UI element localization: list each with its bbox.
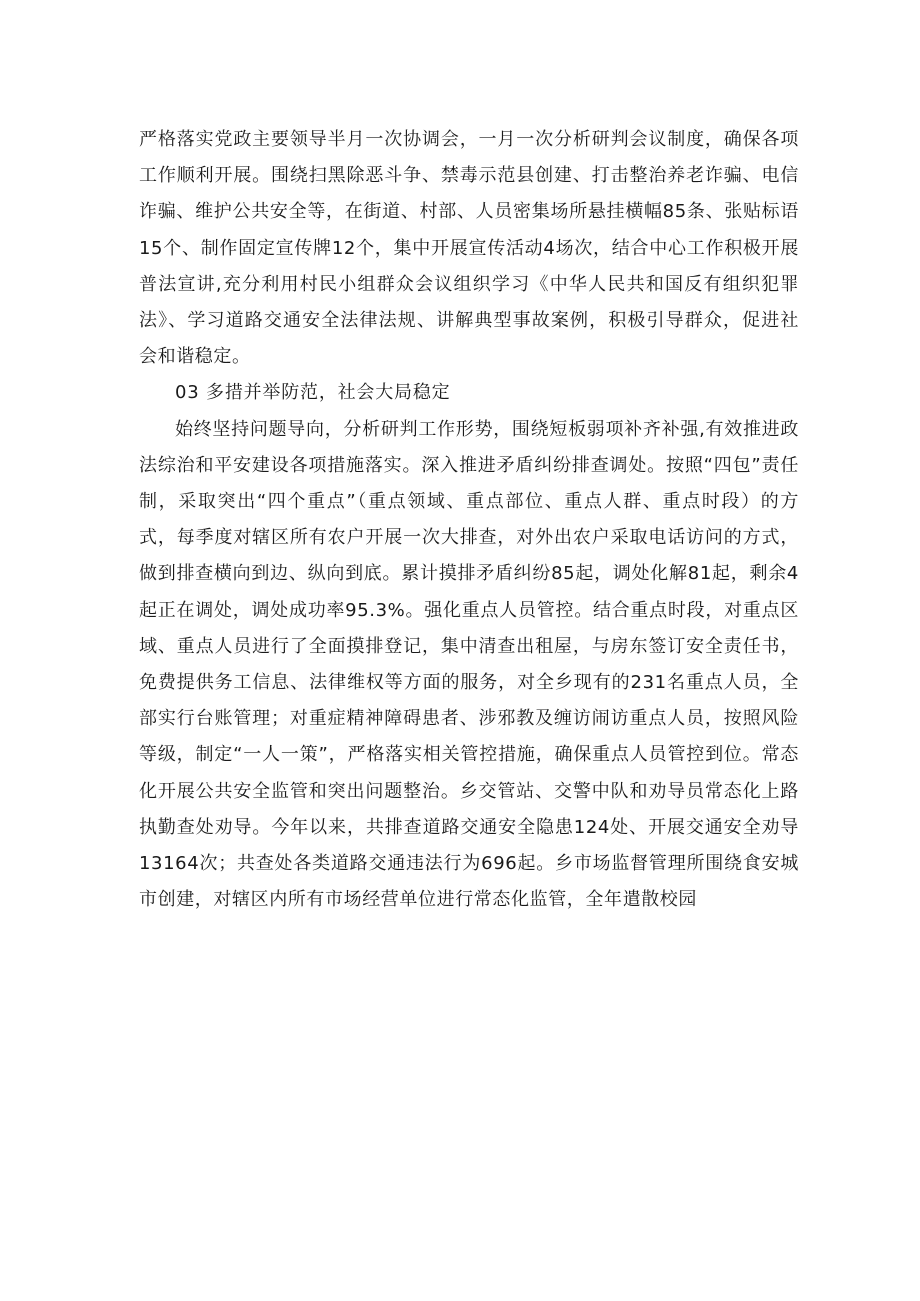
body-paragraph-1: 严格落实党政主要领导半月一次协调会，一月一次分析研判会议制度，确保各项工作顺利开展。围绕扫黑除恶斗争、禁毒示范县创建、打击整治养老诈骗、电信诈骗、维护公共安全等，在街道、村部、人员密集场所悬挂横幅85条、张贴标语15个、制作固定宣传牌12个，集中开展宣传活动4场次，结合中心工作积极开展普法宣讲,充分利用村民小组群众会议组织学习《中华人民共和国反有组织犯罪法》、学习道路交通安全法律法规、讲解典型事故案例，积极引导群众，促进社会和谐稳定。 [139,129,799,368]
body-paragraph-2: 始终坚持问题导向，分析研判工作形势，围绕短板弱项补齐补强,有效推进政法综治和平安建设各项措施落实。深入推进矛盾纠纷排查调处。按照“四包”责任制，采取突出“四个重点”（重点领域、重点部位、重点人群、重点时段）的方式，每季度对辖区所有农户开展一次大排查，对外出农户采取电话访问的方式，做到排查横向到边、纵向到底。累计摸排矛盾纠纷85起，调处化解81起，剩余4起正在调处，调处成功率95.3%。强化重点人员管控。结合重点时段，对重点区域、重点人员进行了全面摸排登记，集中清查出租屋，与房东签订安全责任书，免费提供务工信息、法律维权等方面的服务，对全乡现有的231名重点人员，全部实行台账管理；对重症精神障碍患者、涉邪教及缠访闹访重点人员，按照风险等级，制定“一人一策”，严格落实相关管控措施，确保重点人员管控到位。常态化开展公共安全监管和突出问题整治。乡交管站、交警中队和劝导员常态化上路执勤查处劝导。今年以来，共排查道路交通安全隐患124处、开展交通安全劝导13164次；共查处各类道路交通违法行为696起。乡市场监督管理所围绕食安城市创建，对辖区内所有市场经营单位进行常态化监管，全年遣散校园 [139,418,799,911]
document-body [139,122,799,918]
section-heading: 03 多措并举防范，社会大局稳定 [175,382,451,404]
